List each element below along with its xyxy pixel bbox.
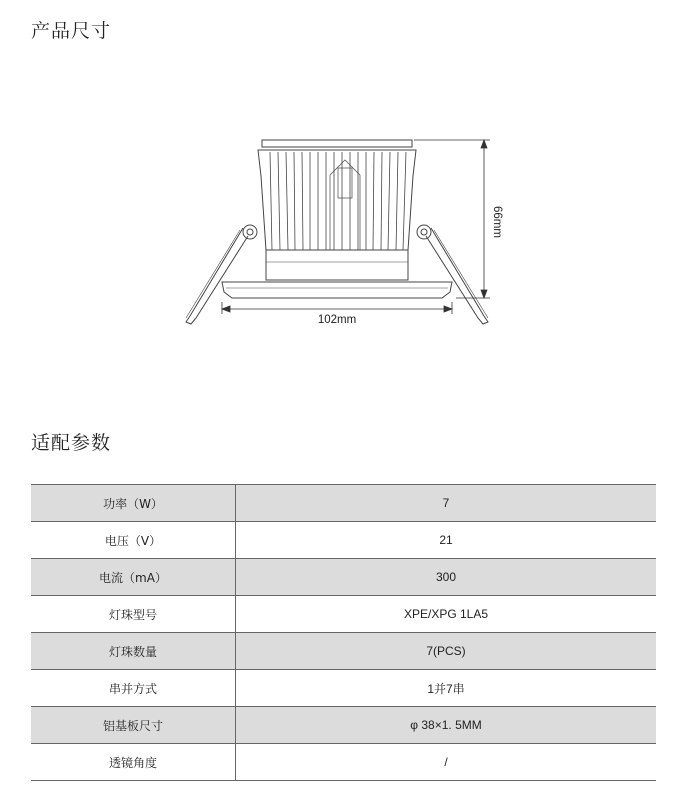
spec-value: 7(PCS) [236,633,657,670]
width-label: 102mm [317,314,357,326]
spec-label: 灯珠数量 [31,633,236,670]
table-row [31,596,656,633]
spec-value: / [236,744,657,781]
table-row [31,485,656,522]
heatsink-body [258,150,416,250]
table-row [31,707,656,744]
height-dimension-line [414,140,490,298]
table-row [31,744,656,781]
spec-label: 功率（W） [31,485,236,522]
spec-value: XPE/XPG 1LA5 [236,596,657,633]
spec-label: 电压（V） [31,522,236,559]
width-dimension-line [222,302,452,314]
spec-value: 300 [236,559,657,596]
spec-value: 7 [236,485,657,522]
spec-label: 铝基板尺寸 [31,707,236,744]
spec-label: 灯珠型号 [31,596,236,633]
spec-label: 透镜角度 [31,744,236,781]
section-title-dimensions: 产品尺寸 [31,20,112,42]
spec-value: φ 38×1. 5MM [236,707,657,744]
table-row [31,670,656,707]
trim-ring [222,282,452,298]
table-row [31,522,656,559]
section-title-parameters: 适配参数 [31,432,112,454]
spec-table [31,484,656,781]
housing-top-cap [262,140,412,147]
spec-value: 21 [236,522,657,559]
spec-value: 1并7串 [236,670,657,707]
table-row [31,559,656,596]
spec-label: 电流（mA） [31,559,236,596]
table-row [31,633,656,670]
spec-label: 串并方式 [31,670,236,707]
height-label: 66mm [491,206,503,238]
